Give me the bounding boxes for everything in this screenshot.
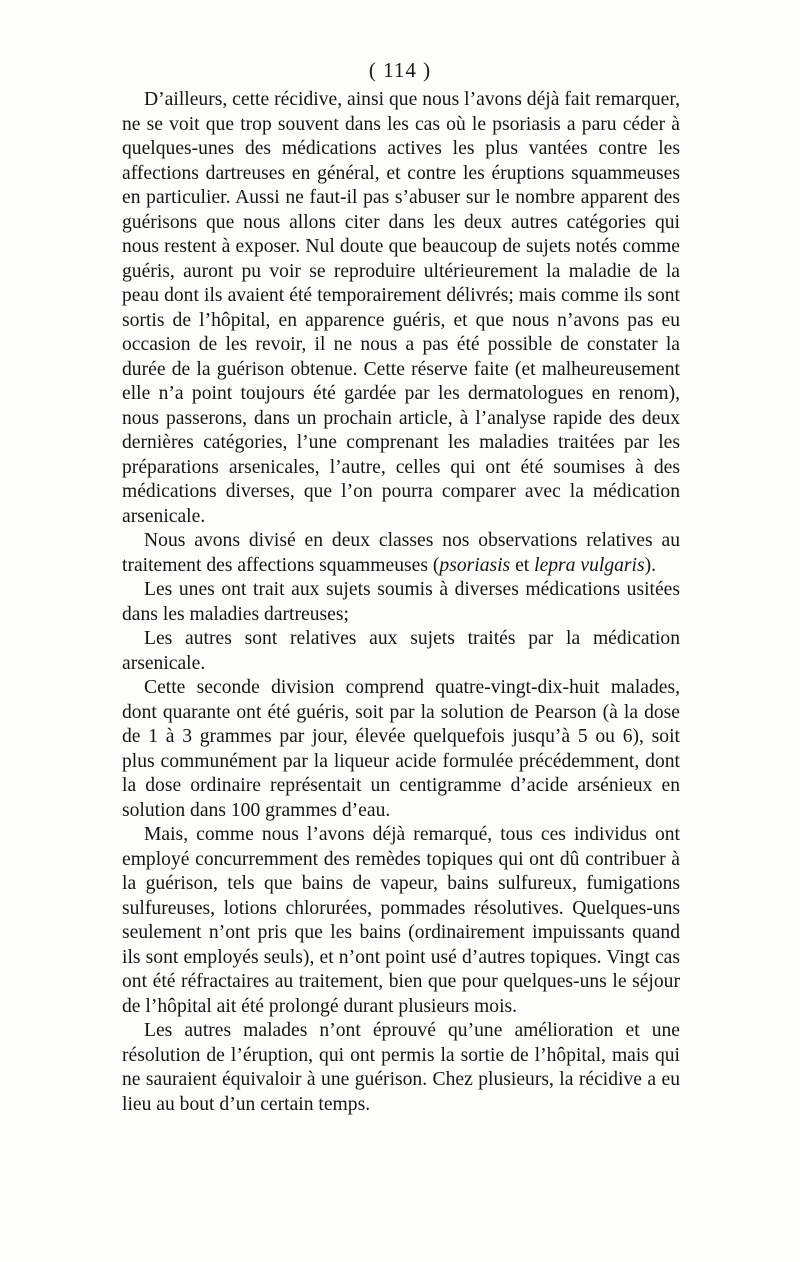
text-run: et xyxy=(510,554,535,576)
page-number: ( 114 ) xyxy=(368,58,432,82)
text-run: D’ailleurs, cette récidive, ainsi que nous l’avons déjà fait remarquer, ne se voit que trop souvent dans les cas où le psoriasis a paru céder à quelques-unes des médications actives les plus vantées contre les affections dartreuses en général, et contre les éruptions squammeuses en particulier. Aussi ne faut-il pas s’abuser sur le nombre apparent des guérisons que nous allons citer dans les deux autres catégories qui nous restent à exposer. Nul doute que beaucoup de sujets notés comme guéris, auront pu voir se reproduire ultérieurement la maladie de la peau dont ils avaient été temporairement délivrés; mais comme ils sont sortis de l’hôpital, en apparence guéris, et que nous n’avons pas eu occasion de les revoir, il ne nous a pas été possible de constater la durée de la guérison obtenue. Cette réserve faite (et malheureusement elle n’a point toujours été gardée par les dermatologues en renom), nous passerons, dans un prochain article, à l’analyse rapide des deux dernières catégories, l’une comprenant les maladies traitées par les préparations arsenicales, l’autre, celles qui ont été soumises à des médications diverses, que l’on pourra comparer avec la médication arsenicale. xyxy=(122,89,680,527)
text-run: Les unes ont trait aux sujets soumis à diverses médications usitées dans les maladies dartreuses; xyxy=(122,579,680,625)
paragraph xyxy=(122,1019,680,1117)
text-run: Cette seconde division comprend quatre-vingt-dix-huit malades, dont quarante ont été guéris, soit par la solution de Pearson (à la dose de 1 à 3 grammes par jour, élevée quelquefois jusqu’à 5 ou 6), soit plus communément par la liqueur acide formulée précédemment, dont la dose ordinaire représentait un centigramme d’acide arsénieux en solution dans 100 grammes d’eau. xyxy=(122,677,680,821)
text-run: Les autres malades n’ont éprouvé qu’une amélioration et une résolution de l’éruption, qui ont permis la sortie de l’hôpital, mais qui ne sauraient équivaloir à une guérison. Chez plusieurs, la récidive a eu lieu au bout d’un certain temps. xyxy=(122,1020,680,1115)
text-run: Mais, comme nous l’avons déjà remarqué, tous ces individus ont employé concurremment des remèdes topiques qui ont dû contribuer à la guérison, tels que bains de vapeur, bains sulfureux, fumigations sulfureuses, lotions chlorurées, pommades résolutives. Quelques-uns seulement n’ont pris que les bains (ordinairement impuissants quand ils sont employés seuls), et n’ont point usé d’autres topiques. Vingt cas ont été réfractaires au traitement, bien que pour quelques-uns le séjour de l’hôpital ait été prolongé durant plusieurs mois. xyxy=(122,824,680,1017)
text-run: ). xyxy=(644,554,657,576)
text-run: Les autres sont relatives aux sujets traités par la médication arsenicale. xyxy=(122,628,680,674)
body-text xyxy=(122,88,680,1117)
text-run: Nous avons divisé en deux classes nos observations relatives au traitement des affections squammeuses ( xyxy=(122,530,680,576)
paragraph xyxy=(122,676,680,823)
italic-term: psoriasis xyxy=(439,554,511,576)
italic-term: lepra vulgaris xyxy=(534,554,645,576)
paragraph xyxy=(122,88,680,529)
paragraph xyxy=(122,823,680,1019)
paragraph xyxy=(122,529,680,578)
paragraph xyxy=(122,627,680,676)
paragraph xyxy=(122,578,680,627)
